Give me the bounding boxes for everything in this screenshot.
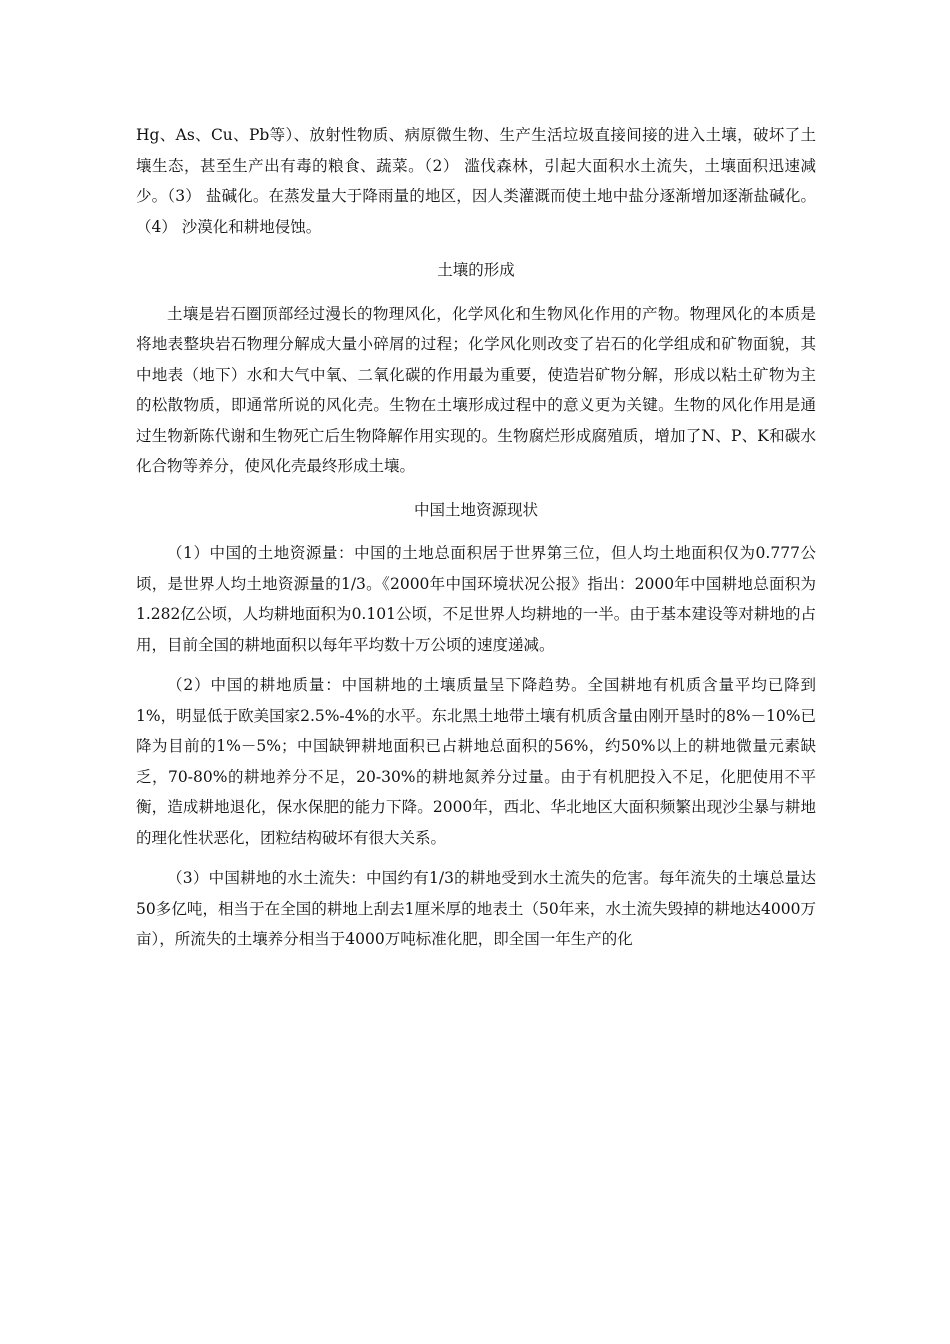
soil-formation-paragraph: 土壤是岩石圈顶部经过漫长的物理风化，化学风化和生物风化作用的产物。物理风化的本质是将地表整块岩石物理分解成大量小碎屑的过程；化学风化则改变了岩石的化学组成和矿物面貌，其中地表（地下）水和大气中氧、二氧化碳的作用最为重要，使造岩矿物分解，形成以粘土矿物为主的松散物质，即通常所说的风化壳。生物在土壤形成过程中的意义更为关键。生物的风化作用是通过生物新陈代谢和生物死亡后生物降解作用实现的。生物腐烂形成腐殖质，增加了N、P、K和碳水化合物等养分，使风化壳最终形成土壤。 [136, 304, 816, 475]
soil-erosion-paragraph: （3）中国耕地的水土流失：中国约有1/3的耕地受到水土流失的危害。每年流失的土壤总量达50多亿吨，相当于在全国的耕地上刮去1厘米厚的地表土（50年来，水土流失毁掉的耕地达4000万亩），所流失的土壤养分相当于4000万吨标准化肥，即全国一年生产的化 [136, 869, 816, 948]
land-resource-paragraph: （1）中国的土地资源量：中国的土地总面积居于世界第三位，但人均土地面积仅为0.777公顷，是世界人均土地资源量的1/3。《2000年中国环境状况公报》指出：2000年中国耕地总面积为1.282亿公顷，人均耕地面积为0.101公顷，不足世界人均耕地的一半。由于基本建设等对耕地的占用，目前全国的耕地面积以每年平均数十万公顷的速度递减。 [136, 544, 816, 654]
document-page [136, 120, 816, 955]
intro-continuation-paragraph: Hg、As、Cu、Pb等）、放射性物质、病原微生物、生产生活垃圾直接间接的进入土壤，破坏了土壤生态，甚至生产出有毒的粮食、蔬菜。（2） 滥伐森林，引起大面积水土流失，土壤面积迅速减少。（3） 盐碱化。在蒸发量大于降雨量的地区，因人类灌溉而使土地中盐分逐渐增加逐渐盐碱化。（4） 沙漠化和耕地侵蚀。 [136, 126, 816, 236]
china-land-status-heading: 中国土地资源现状 [413, 500, 538, 519]
farmland-quality-paragraph: （2）中国的耕地质量：中国耕地的土壤质量呈下降趋势。全国耕地有机质含量平均已降到1%，明显低于欧美国家2.5%-4%的水平。东北黑土地带土壤有机质含量由刚开垦时的8%－10%已降为目前的1%－5%；中国缺钾耕地面积已占耕地总面积的56%，约50%以上的耕地微量元素缺乏，70-80%的耕地养分不足，20-30%的耕地氮养分过量。由于有机肥投入不足，化肥使用不平衡，造成耕地退化，保水保肥的能力下降。2000年，西北、华北地区大面积频繁出现沙尘暴与耕地的理化性状恶化，团粒结构破坏有很大关系。 [136, 676, 816, 847]
soil-formation-heading: 土壤的形成 [437, 261, 515, 279]
